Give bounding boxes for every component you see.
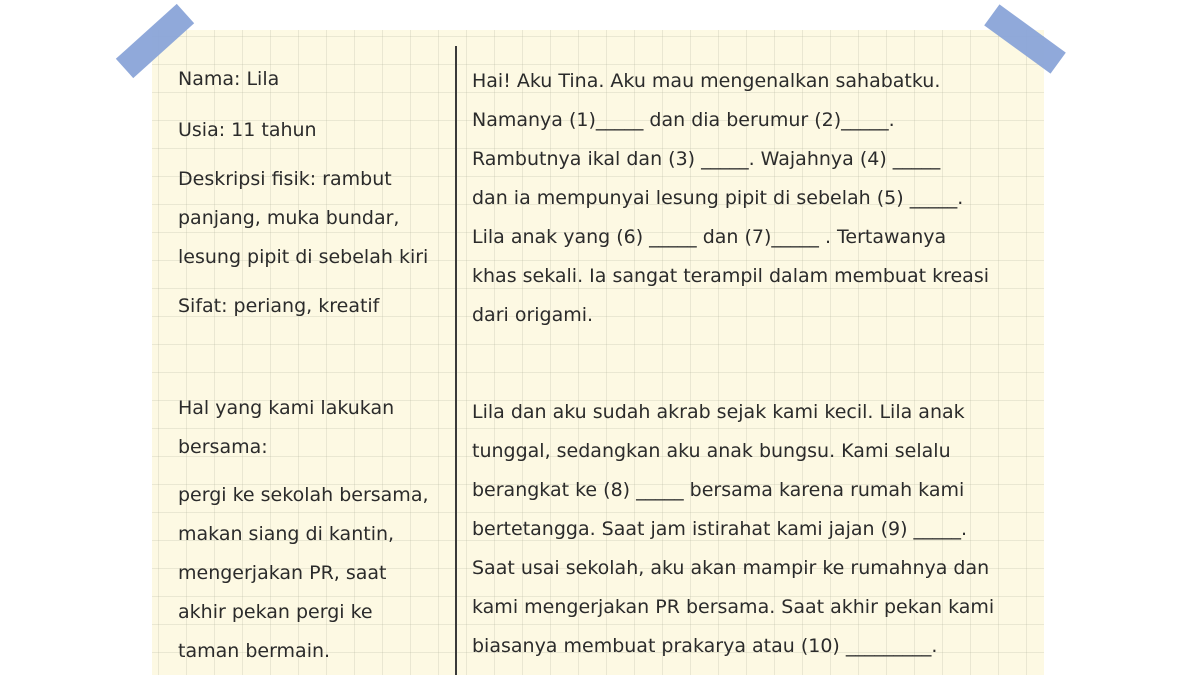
activities-heading-line: Hal yang kami lakukan bbox=[178, 397, 395, 419]
story-paragraph1-line: Hai! Aku Tina. Aku mau mengenalkan sahabatku. bbox=[472, 70, 941, 92]
activities-line: taman bermain. bbox=[178, 640, 331, 662]
story-paragraph1-line: Namanya (1)_____ dan dia berumur (2)_____. bbox=[472, 109, 895, 131]
activities-heading-line: bersama: bbox=[178, 436, 268, 458]
story-paragraph2-line: tunggal, sedangkan aku anak bungsu. Kami selalu bbox=[472, 440, 951, 462]
story-paragraph2-line: Saat usai sekolah, aku akan mampir ke rumahnya dan bbox=[472, 557, 990, 579]
activities-line: pergi ke sekolah bersama, bbox=[178, 484, 429, 506]
profile-physical-line: panjang, muka bundar, bbox=[178, 207, 400, 229]
profile-name: Nama: Lila bbox=[178, 68, 280, 90]
profile-physical-line: Deskripsi fisik: rambut bbox=[178, 168, 392, 190]
story-paragraph1-line: dari origami. bbox=[472, 304, 594, 326]
story-paragraph2-line: biasanya membuat prakarya atau (10) _________. bbox=[472, 635, 938, 657]
story-paragraph2-line: kami mengerjakan PR bersama. Saat akhir pekan kami bbox=[472, 596, 995, 618]
story-paragraph2-line: bertetangga. Saat jam istirahat kami jajan (9) _____. bbox=[472, 518, 968, 540]
column-divider bbox=[455, 46, 457, 675]
activities-line: akhir pekan pergi ke bbox=[178, 601, 373, 623]
story-paragraph1-line: khas sekali. Ia sangat terampil dalam membuat kreasi bbox=[472, 265, 990, 287]
story-paragraph2-line: Lila dan aku sudah akrab sejak kami kecil. Lila anak bbox=[472, 401, 965, 423]
activities-line: mengerjakan PR, saat bbox=[178, 562, 387, 584]
activities-line: makan siang di kantin, bbox=[178, 523, 395, 545]
profile-traits: Sifat: periang, kreatif bbox=[178, 295, 380, 317]
profile-physical-line: lesung pipit di sebelah kiri bbox=[178, 246, 429, 268]
profile-age: Usia: 11 tahun bbox=[178, 119, 317, 141]
story-paragraph2-line: berangkat ke (8) _____ bersama karena rumah kami bbox=[472, 479, 965, 501]
story-paragraph1-line: Rambutnya ikal dan (3) _____. Wajahnya (4) _____ bbox=[472, 148, 941, 170]
story-paragraph1-line: Lila anak yang (6) _____ dan (7)_____ . Tertawanya bbox=[472, 226, 947, 248]
story-paragraph1-line: dan ia mempunyai lesung pipit di sebelah (5) _____. bbox=[472, 187, 964, 209]
